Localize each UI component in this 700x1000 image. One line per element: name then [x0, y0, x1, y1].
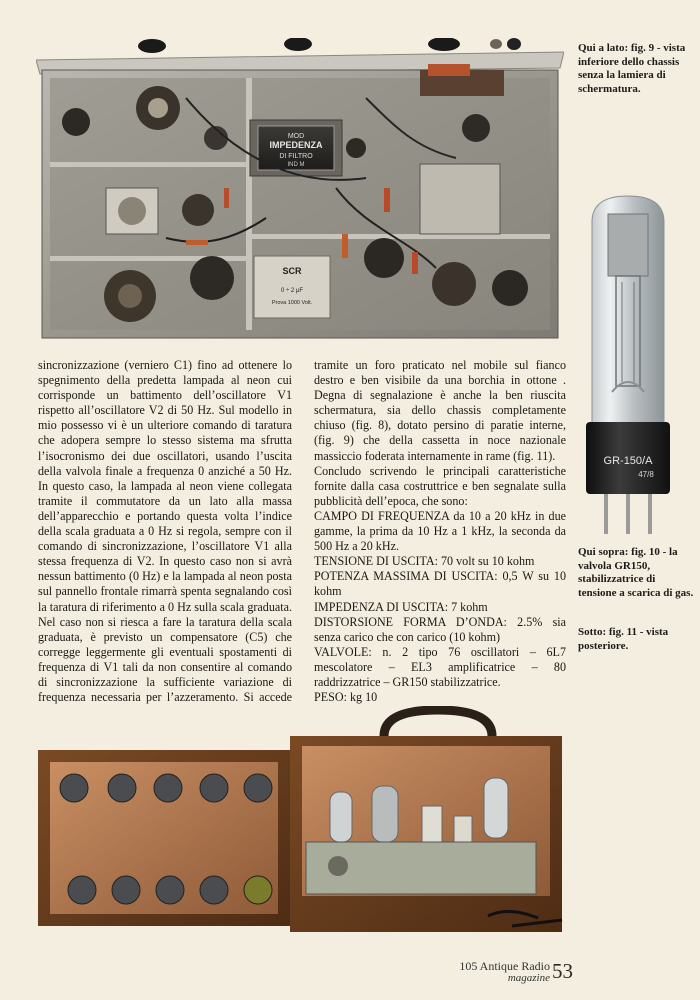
tube-code: 47/8	[638, 470, 654, 479]
article-column-2	[314, 358, 566, 705]
caption-fig11: Sotto: fig. 11 - vista posteriore.	[578, 626, 669, 652]
spec-max-power: POTENZA MASSIMA DI USCITA: 0,5 W su 10 kohm	[314, 569, 566, 599]
chassis-illustration	[36, 38, 564, 340]
capacitor-brand: SCR	[282, 266, 302, 276]
page-footer	[440, 960, 550, 984]
plate-mod: MOD	[287, 133, 305, 140]
tube-illustration	[572, 192, 684, 540]
spec-distortion: DISTORSIONE FORMA D’ONDA: 2.5% sia senza carico che con carico (10 kohm)	[314, 614, 566, 644]
footer-magazine: magazine	[507, 972, 550, 984]
column1-text: sincronizzazione (verniero C1) fino ad ottenere lo spegnimento della predetta lampada al neon cui corrisponde un battimento dell’oscillatore V1 rispetto all’oscillatore V2 di 50 Hz. Sul modello in mio possesso vi è un ulteriore comando di taratura che adopera sempre lo stesso sistema ma sfrutta l’isocronismo dei due oscillatori, usando l’uscita della valvola finale a frequenza 0 anziché a 50 Hz. In questo caso, la lampada al neon viene collegata tramite il commutatore da un lato alla massa dell’apparecchio e portando questa volta l’indice della scala graduata a 0 Hz si regola, sempre con il comando di sincronizzazione, l’oscillatore V1 alla stessa frequenza di V2. In questo caso non si avrà nessun battimento (0 Hz) e la lampada al neon posta sul pannello frontale rimarrà spenta segnalando così la taratura di riferimento a 0 Hz sulla scala graduata. Nel caso non si riesca a fare la taratura della scala graduata, è previsto un compensatore (C5) che corregge leggermente gli eventuali spostamenti di frequenza di V1 tali da non consentire al comando di sincronizzazione la sufficiente variazione di frequenza necessaria per l’azzeramento. Si accede	[38, 358, 292, 705]
page-number: 53	[552, 959, 573, 983]
tube-photo	[572, 192, 684, 540]
plate-filter: DI FILTRO	[279, 153, 313, 160]
column2-para1: tramite un foro praticato nel mobile sul fianco destro e ben visibile da una borchia in ottone . Degna di segnalazione è anche la ben riuscita schermatura, sia dello chassis completamente chiuso (fig. 8), dotato persino di paratie interne, (fig. 9) che della cassetta in noce nazionale massiccio foderata internamente in rame (fig. 11).	[314, 358, 566, 463]
chassis-photo	[36, 38, 564, 340]
rear-view-illustration	[38, 706, 566, 934]
footer-issue: 105 Antique Radio	[459, 959, 550, 973]
column2-para2: Concludo scrivendo le principali caratteristiche fornite dalla casa costruttrice e ben segnalate sulla pubblicità dell’epoca, che sono:	[314, 463, 566, 508]
spec-output-voltage: TENSIONE DI USCITA: 70 volt su 10 kohm	[314, 554, 535, 569]
article-column-1	[38, 358, 292, 720]
tube-label: GR-150/A	[603, 455, 653, 467]
plate-impedance: IMPEDENZA	[269, 140, 323, 150]
capacitor-rating: 0 ÷ 2 μF	[280, 288, 304, 294]
spec-frequency-range: CAMPO DI FREQUENZA da 10 a 20 kHz in due gamme, la prima da 10 Hz a 1 kHz, la seconda da 500 Hz a 20 kHz.	[314, 508, 566, 554]
caption-fig10: Qui sopra: fig. 10 - la valvola GR150, stabilizzatrice di tensione a scarica di gas.	[578, 546, 694, 599]
spec-tubes: VALVOLE: n. 2 tipo 76 oscillatori – 6L7 mescolatore – EL3 amplificatrice – 80 raddrizzatrice – GR150 stabilizzatrice.	[314, 644, 566, 689]
plate-ind: IND M	[287, 162, 305, 168]
spec-output-impedance: IMPEDENZA DI USCITA: 7 kohm	[314, 599, 488, 614]
caption-fig9: Qui a lato: fig. 9 - vista inferiore dello chassis senza la lamiera di schermatura.	[578, 42, 686, 95]
spec-weight: PESO: kg 10	[314, 690, 378, 705]
capacitor-volts: Prova 1000 Volt.	[271, 300, 313, 306]
rear-view-photo	[38, 706, 566, 934]
